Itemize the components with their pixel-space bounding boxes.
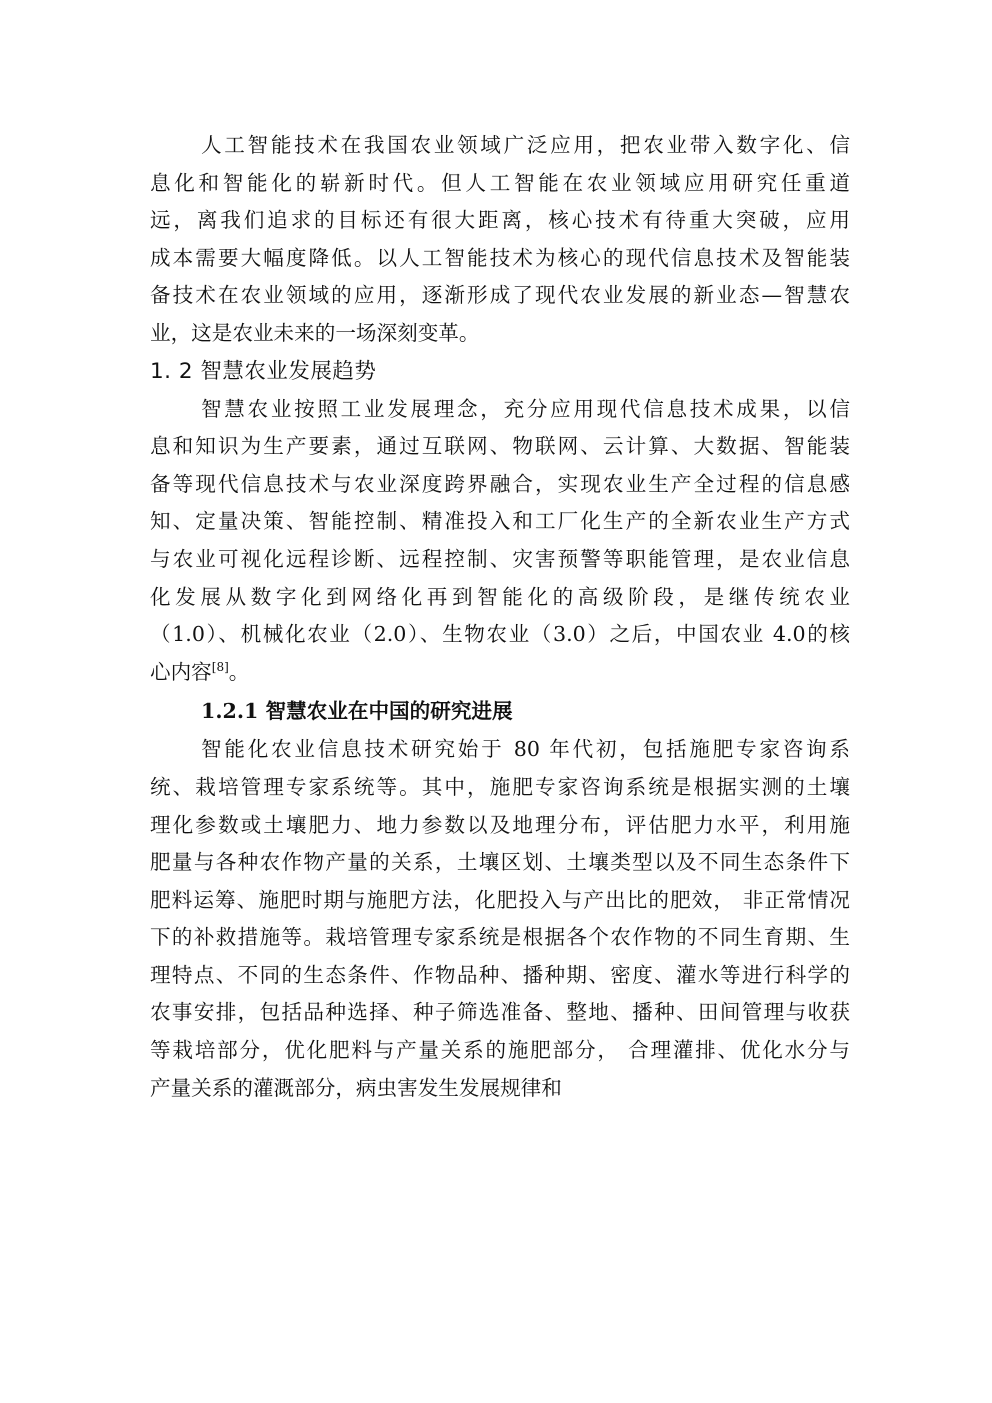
text-line: 理化参数或土壤肥力、地力参数以及地理分布，评估肥力水平，利用施 bbox=[150, 812, 850, 837]
paragraph-smart-agriculture-trend bbox=[150, 391, 850, 692]
text-line: 与农业可视化远程诊断、远程控制、灾害预警等职能管理，是农业信息 bbox=[150, 546, 850, 571]
text-line: 息和知识为生产要素，通过互联网、物联网、云计算、大数据、智能装 bbox=[150, 434, 850, 459]
text-line: 息化和智能化的崭新时代。但人工智能在农业领域应用研究任重道 bbox=[150, 170, 850, 195]
text-line: 肥料运筹、施肥时期与施肥方法，化肥投入与产出比的肥效， 非正常情况 bbox=[150, 887, 850, 912]
page-content bbox=[150, 127, 850, 1107]
text-line: 化发展从数字化到网络化再到智能化的高级阶段，是继传统农业 bbox=[150, 584, 850, 609]
text-line: 农事安排，包括品种选择、种子筛选准备、整地、播种、田间管理与收获 bbox=[150, 1000, 850, 1025]
text-line bbox=[150, 654, 850, 692]
text-line: 知、定量决策、智能控制、精准投入和工厂化生产的全新农业生产方式 bbox=[150, 509, 850, 534]
text-line: 下的补救措施等。栽培管理专家系统是根据各个农作物的不同生育期、生 bbox=[150, 925, 850, 950]
text-line: 远，离我们追求的目标还有很大距离，核心技术有待重大突破，应用 bbox=[150, 208, 850, 233]
section-title: 智慧农业发展趋势 bbox=[200, 358, 377, 384]
paragraph-ai-agriculture bbox=[150, 127, 850, 353]
text-line: 产量关系的灌溉部分，病虫害发生发展规律和 bbox=[150, 1075, 562, 1100]
text-line: 理特点、不同的生态条件、作物品种、播种期、密度、灌水等进行科学的 bbox=[150, 962, 850, 987]
text-line: 统、栽培管理专家系统等。其中，施肥专家咨询系统是根据实测的土壤 bbox=[150, 774, 850, 799]
citation-ref: [8] bbox=[211, 659, 229, 674]
text-line: 智慧农业按照工业发展理念，充分应用现代信息技术成果，以信 bbox=[201, 396, 850, 421]
text-line: 备等现代信息技术与农业深度跨界融合，实现农业生产全过程的信息感 bbox=[150, 471, 850, 496]
text-line: 智能化农业信息技术研究始于 80 年代初，包括施肥专家咨询系 bbox=[201, 737, 850, 762]
text-line: 备技术在农业领域的应用，逐渐形成了现代农业发展的新业态—智慧农 bbox=[150, 283, 850, 308]
text-fragment: 心内容 bbox=[150, 659, 212, 684]
paragraph-china-research-progress bbox=[150, 731, 850, 1107]
text-line: 业，这是农业未来的一场深刻变革。 bbox=[150, 320, 480, 345]
text-line: （1.0）、机械化农业（2.0）、生物农业（3.0）之后，中国农业 4.0的核 bbox=[150, 622, 850, 647]
text-fragment: 。 bbox=[228, 659, 250, 684]
subsection-heading: 1.2.1 智慧农业在中国的研究进展 bbox=[201, 699, 513, 724]
text-line: 人工智能技术在我国农业领域广泛应用，把农业带入数字化、信 bbox=[201, 133, 850, 157]
text-line: 肥量与各种农作物产量的关系，土壤区划、土壤类型以及不同生态条件下 bbox=[150, 850, 850, 875]
section-heading bbox=[150, 353, 850, 391]
text-line: 等栽培部分，优化肥料与产量关系的施肥部分， 合理灌排、优化水分与 bbox=[150, 1038, 850, 1063]
text-line: 成本需要大幅度降低。以人工智能技术为核心的现代信息技术及智能装 bbox=[150, 245, 850, 270]
section-number: 1. 2 bbox=[150, 358, 194, 384]
